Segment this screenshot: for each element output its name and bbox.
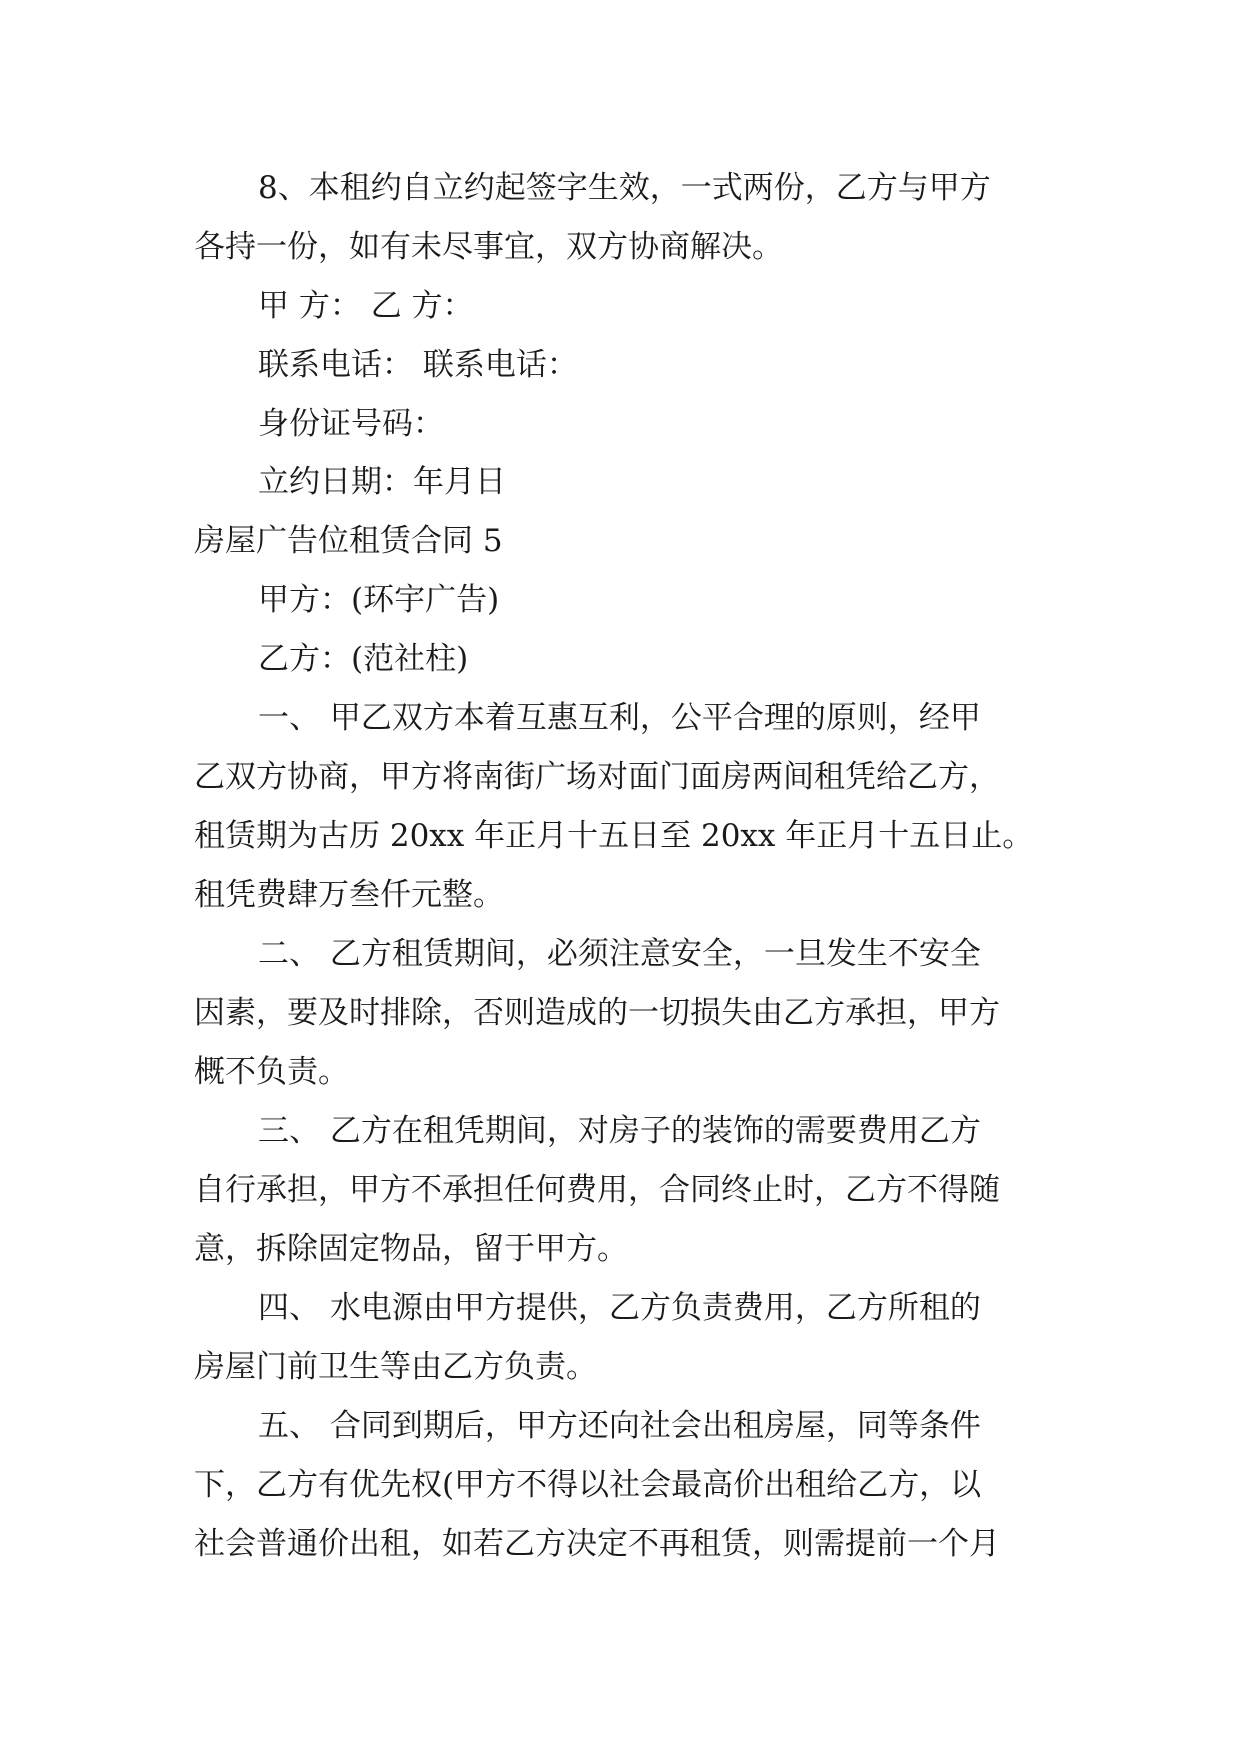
clause-2-line-3: 概不负责。 <box>194 1054 349 1090</box>
contract-title: 房屋广告位租赁合同 5 <box>194 523 503 559</box>
clause-1-line-1: 一、 甲乙双方本着互惠互利，公平合理的原则，经甲 <box>258 700 981 736</box>
party-labels: 甲 方： 乙 方： <box>258 288 474 324</box>
phone-labels: 联系电话： 联系电话： <box>258 347 578 383</box>
party-a: 甲方：(环宇广告) <box>258 582 500 618</box>
party-b: 乙方：(范社柱) <box>258 641 469 677</box>
clause-5-line-3: 社会普通价出租，如若乙方决定不再租赁，则需提前一个月 <box>194 1526 1000 1562</box>
clause-1-line-4: 租凭费肆万叁仟元整。 <box>194 877 504 913</box>
clause-3-line-3: 意，拆除固定物品，留于甲方。 <box>194 1231 628 1267</box>
clause-5-line-1: 五、 合同到期后，甲方还向社会出租房屋，同等条件 <box>258 1408 981 1444</box>
signing-date-label: 立约日期：年月日 <box>258 464 506 500</box>
clause-3-line-1: 三、 乙方在租凭期间，对房子的装饰的需要费用乙方 <box>258 1113 981 1149</box>
clause-4-line-2: 房屋门前卫生等由乙方负责。 <box>194 1349 597 1385</box>
clause-8-line-1: 8、本租约自立约起签字生效，一式两份，乙方与甲方 <box>258 170 991 206</box>
clause-5-line-2: 下，乙方有优先权(甲方不得以社会最高价出租给乙方，以 <box>194 1467 982 1503</box>
clause-3-line-2: 自行承担，甲方不承担任何费用，合同终止时，乙方不得随 <box>194 1172 1000 1208</box>
clause-4-line-1: 四、 水电源由甲方提供，乙方负责费用，乙方所租的 <box>258 1290 981 1326</box>
clause-8-line-2: 各持一份，如有未尽事宜，双方协商解决。 <box>194 229 783 265</box>
clause-2-line-2: 因素，要及时排除，否则造成的一切损失由乙方承担，甲方 <box>194 995 1000 1031</box>
clause-1-line-2: 乙双方协商，甲方将南街广场对面门面房两间租凭给乙方， <box>194 759 1000 795</box>
clause-1-line-3: 租赁期为古历 20xx 年正月十五日至 20xx 年正月十五日止。 <box>194 818 1034 854</box>
id-number-label: 身份证号码： <box>258 406 444 442</box>
clause-2-line-1: 二、 乙方租赁期间，必须注意安全，一旦发生不安全 <box>258 936 981 972</box>
